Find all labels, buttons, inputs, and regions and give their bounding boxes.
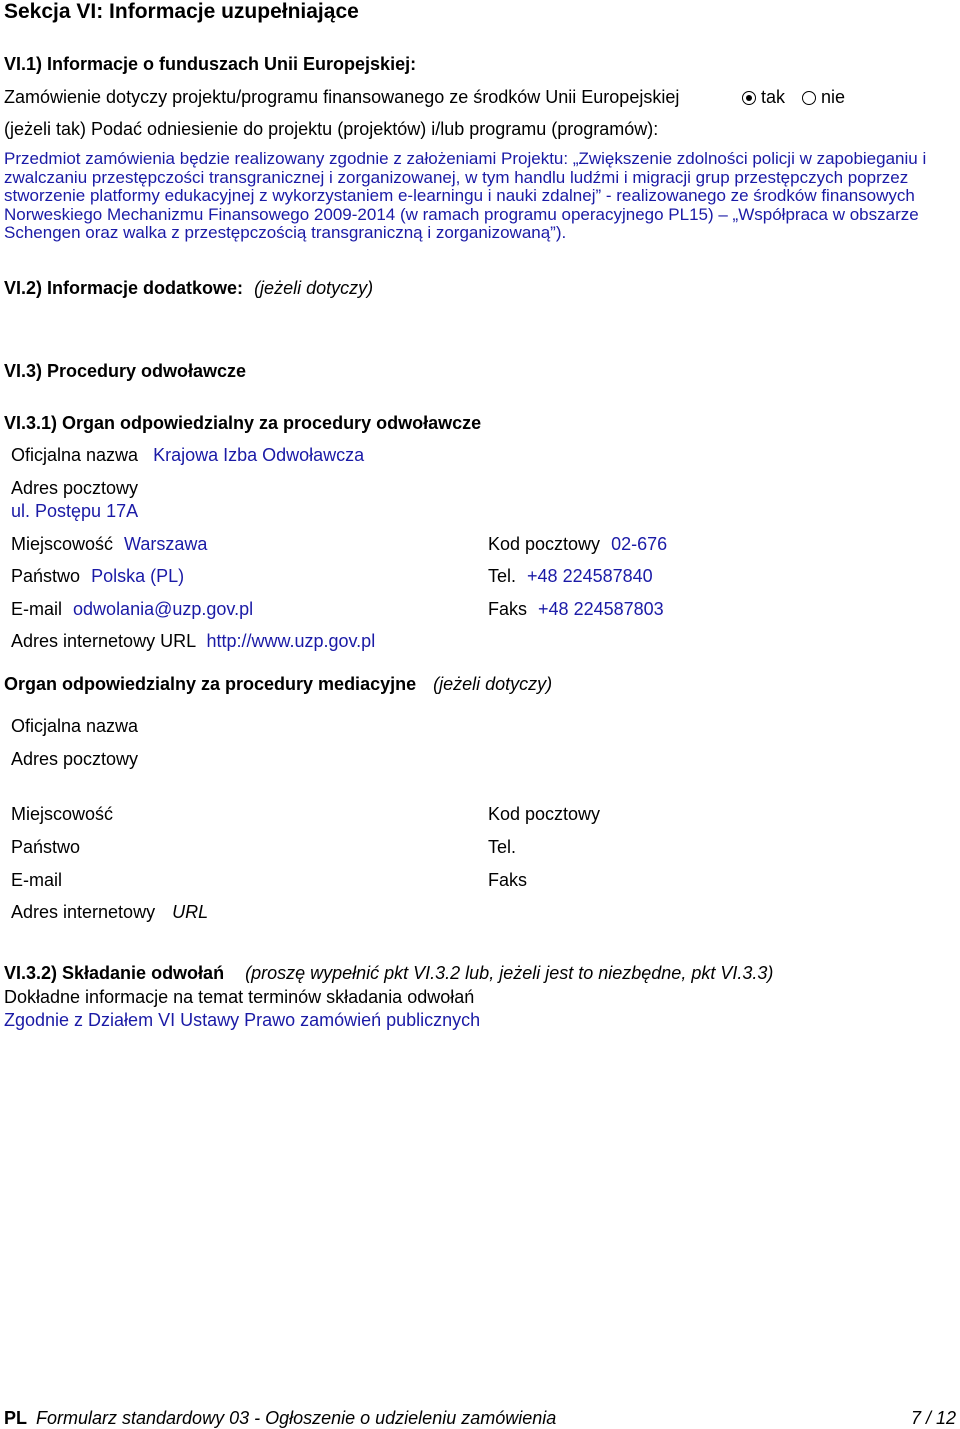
mediation-fax-label: Faks bbox=[488, 870, 528, 890]
radio-no-label: nie bbox=[821, 87, 846, 107]
project-reference-label: (jeżeli tak) Podać odniesienie do projektu (projektów) i/lub programu (programów): bbox=[4, 119, 659, 139]
appeal-postal-label: Kod pocztowy bbox=[488, 534, 601, 554]
vi3-heading: VI.3) Procedury odwoławcze bbox=[4, 361, 247, 381]
vi1-heading: VI.1) Informacje o funduszach Unii Europejskiej: bbox=[4, 54, 417, 74]
appeal-name-label: Oficjalna nazwa bbox=[11, 445, 139, 465]
appeal-country-row bbox=[11, 566, 184, 587]
radio-yes-label: tak bbox=[761, 87, 786, 107]
mediation-address-label: Adres pocztowy bbox=[11, 749, 139, 769]
footer-page-number: 7 / 12 bbox=[910, 1408, 956, 1428]
appeal-postal-value: 02-676 bbox=[611, 534, 668, 554]
appeal-country-value: Polska (PL) bbox=[91, 566, 185, 586]
mediation-email-label: E-mail bbox=[11, 870, 63, 890]
vi2-note: (jeżeli dotyczy) bbox=[254, 278, 374, 298]
appeal-postal-row bbox=[488, 534, 667, 555]
appeal-address-label: Adres pocztowy bbox=[11, 478, 139, 498]
mediation-tel-label: Tel. bbox=[488, 837, 517, 857]
eu-funds-radio-group bbox=[742, 87, 845, 108]
appeal-city-label: Miejscowość bbox=[11, 534, 114, 554]
radio-unchecked-icon[interactable] bbox=[802, 91, 816, 105]
section-title: Sekcja VI: Informacje uzupełniające bbox=[4, 0, 359, 23]
appeal-name-row bbox=[11, 445, 364, 466]
radio-checked-icon[interactable] bbox=[742, 91, 756, 105]
radio-no[interactable] bbox=[802, 87, 845, 107]
mediation-postal-label: Kod pocztowy bbox=[488, 804, 601, 824]
vi32-note: (proszę wypełnić pkt VI.3.2 lub, jeżeli jest to niezbędne, pkt VI.3.3) bbox=[245, 963, 774, 983]
appeal-url-label: Adres internetowy URL bbox=[11, 631, 196, 651]
mediation-name-label: Oficjalna nazwa bbox=[11, 716, 139, 736]
vi32-heading-row bbox=[4, 963, 773, 984]
eu-funds-question: Zamówienie dotyczy projektu/programu finansowanego ze środków Unii Europejskiej bbox=[4, 87, 680, 107]
appeal-tel-value: +48 224587840 bbox=[527, 566, 653, 586]
appeal-url-link[interactable]: http://www.uzp.gov.pl bbox=[206, 631, 376, 651]
mediation-url-row bbox=[11, 902, 208, 923]
footer-lang: PL bbox=[4, 1408, 28, 1428]
appeal-tel-row bbox=[488, 566, 653, 587]
appeal-city-row bbox=[11, 534, 207, 555]
vi2-row bbox=[4, 278, 373, 299]
appeal-name-value: Krajowa Izba Odwoławcza bbox=[153, 445, 365, 465]
appeal-fax-value: +48 224587803 bbox=[538, 599, 664, 619]
appeal-url-row bbox=[11, 631, 375, 652]
appeal-fax-label: Faks bbox=[488, 599, 528, 619]
mediation-heading-row bbox=[4, 674, 552, 695]
mediation-url-label: Adres internetowy bbox=[11, 902, 156, 922]
vi32-detail-value: Zgodnie z Działem VI Ustawy Prawo zamówień publicznych bbox=[4, 1010, 481, 1030]
vi2-heading: VI.2) Informacje dodatkowe: bbox=[4, 278, 244, 298]
appeal-email-row bbox=[11, 599, 253, 620]
mediation-url-suffix: URL bbox=[172, 902, 209, 922]
mediation-city-label: Miejscowość bbox=[11, 804, 114, 824]
appeal-email-label: E-mail bbox=[11, 599, 63, 619]
appeal-email-link[interactable]: odwolania@uzp.gov.pl bbox=[73, 599, 254, 619]
vi31-heading: VI.3.1) Organ odpowiedzialny za procedury odwoławcze bbox=[4, 413, 482, 433]
vi32-heading: VI.3.2) Składanie odwołań bbox=[4, 963, 225, 983]
vi32-detail-label: Dokładne informacje na temat terminów składania odwołań bbox=[4, 987, 475, 1007]
appeal-fax-row bbox=[488, 599, 664, 620]
footer-form-title: Formularz standardowy 03 - Ogłoszenie o udzieleniu zamówienia bbox=[36, 1408, 557, 1428]
appeal-address-value: ul. Postępu 17A bbox=[11, 501, 139, 521]
appeal-tel-label: Tel. bbox=[488, 566, 517, 586]
mediation-heading: Organ odpowiedzialny za procedury mediacyjne bbox=[4, 674, 417, 694]
mediation-country-label: Państwo bbox=[11, 837, 81, 857]
appeal-city-value: Warszawa bbox=[124, 534, 208, 554]
project-reference-text: Przedmiot zamówienia będzie realizowany zgodnie z założeniami Projektu: „Zwiększenie zdolności policji w zapobieganiu i zwalczaniu przestępczości transgranicznej i zorganizowanej, w tym handlu ludźmi i migracji grup przestępczych poprzez stworzenie platformy edukacyjnej z wykorzystaniem e-learningu i nauki zdalnej” - realizowanego ze środków finansowych Norweskiego Mechanizmu Finansowego 2009-2014 (w ramach programu operacyjnego PL15) – „Współpraca w obszarze Schengen oraz walka z przestępczością transgraniczną i zorganizowaną”). bbox=[4, 149, 927, 242]
mediation-note: (jeżeli dotyczy) bbox=[433, 674, 553, 694]
radio-yes[interactable] bbox=[742, 87, 785, 107]
appeal-country-label: Państwo bbox=[11, 566, 81, 586]
